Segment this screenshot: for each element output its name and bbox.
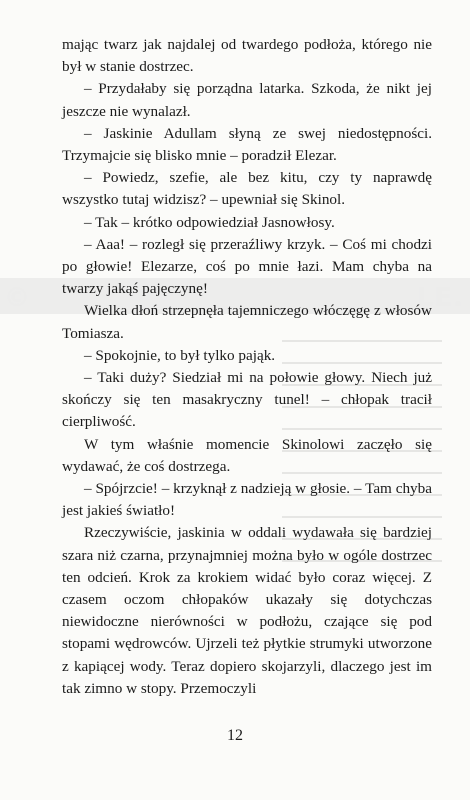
paragraph: Wielka dłoń strzepnęła tajemniczego włóczęgę z włosów Tomiasza. — [62, 302, 432, 342]
paragraph: W tym właśnie momencie Skinolowi zaczęło się wydawać, że coś dostrzega. — [62, 435, 432, 475]
page-number: 12 — [227, 727, 243, 744]
paragraph: mając twarz jak najdalej od twardego podłoża, którego nie był w stanie dostrzec. — [62, 36, 432, 76]
paragraph: – Spokojnie, to był tylko pająk. — [84, 346, 276, 364]
paragraph: – Powiedz, szefie, ale bez kitu, czy ty naprawdę wszystko tutaj widzisz? – upewniał się Skinol. — [62, 169, 432, 209]
watermark-copyright: © — [4, 283, 32, 313]
watermark-logo-text: LE. — [416, 283, 464, 313]
paragraph: – Przydałaby się porządna latarka. Szkoda, że nikt jej jeszcze nie wynalazł. — [62, 80, 432, 120]
body-text — [62, 34, 432, 700]
paragraph: – Tak – krótko odpowiedział Jasnowłosy. — [84, 213, 335, 231]
paragraph: – Taki duży? Siedział mi na połowie głowy. Niech już skończy się ten masakryczny tunel! – chłopak tracił cierpliwość. — [62, 369, 432, 431]
paragraph: – Jaskinie Adullam słyną ze swej niedostępności. Trzymajcie się blisko mnie – poradził Elezar. — [62, 124, 432, 165]
paragraph: – Spójrzcie! – krzyknął z nadzieją w głosie. – Tam chyba jest jakieś światło! — [62, 480, 432, 520]
paragraph: – Aaa! – rozległ się przeraźliwy krzyk. – Coś mi chodzi po głowie! Elezarze, coś po mnie łazi. Mam chyba na twarzy jakąś pajęczynę! — [62, 235, 432, 298]
paragraph: Rzeczywiście, jaskinia w oddali wydawała się bardziej szara niż czarna, przynajmniej można było w ogóle dostrzec ten odcień. Krok za krokiem widać było coraz więcej. Z czasem oczom chłopaków ukazały się dotychczas niewidoczne nierówności w podłożu, czające się pod stopami wędrowców. Ujrzeli też płytkie strumyki utworzone z kapiącej wody. Teraz dopiero skojarzyli, dlaczego jest im tak zimno w stopy. Przemoczyli — [62, 524, 432, 697]
